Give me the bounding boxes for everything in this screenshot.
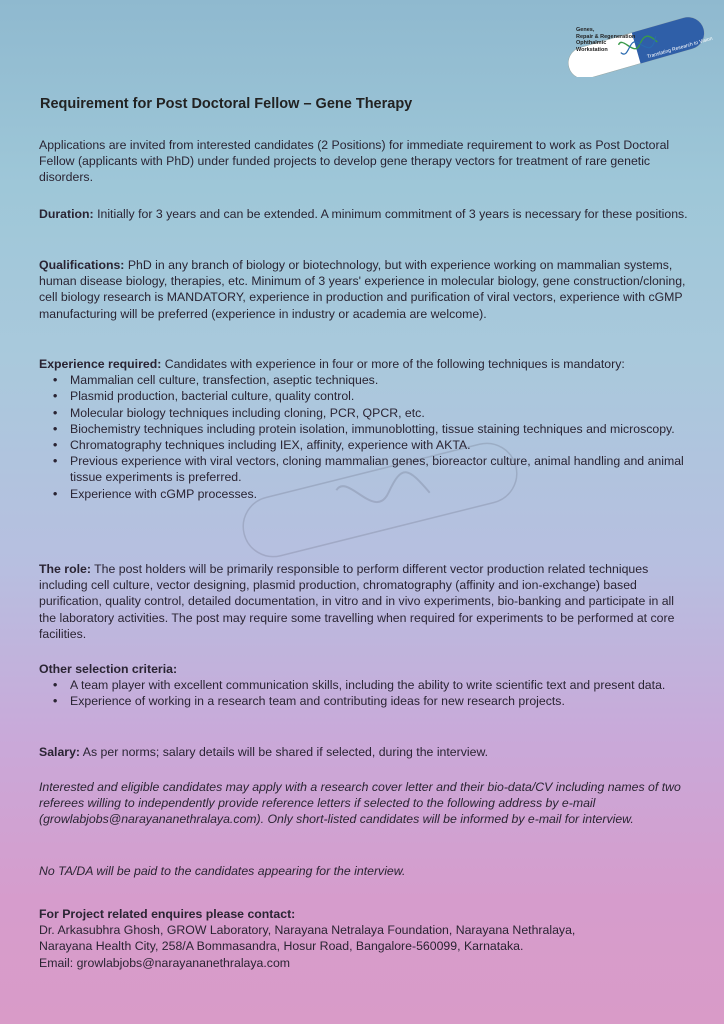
intro-paragraph: Applications are invited from interested candidates (2 Positions) for immediate requirement to work as Post Doctoral Fellow (applicants with PhD) under funded projects to develop gene therapy vectors for treatment of rare genetic disorders. <box>39 138 670 185</box>
role-section <box>39 561 689 642</box>
salary-text: As per norms; salary details will be shared if selected, during the interview. <box>80 745 489 759</box>
list-item: • Biochemistry techniques including protein isolation, immunoblotting, tissue staining techniques and microscopy. <box>39 421 689 437</box>
qualifications-section <box>39 257 689 322</box>
salary-label: Salary: <box>39 745 81 759</box>
contact-heading: For Project related enquires please contact: <box>39 907 296 921</box>
application-instructions: Interested and eligible candidates may apply with a research cover letter and their bio-data/CV including names of two referees willing to independently provide reference letters if selected to the following address by e-mail (growlabjobs@narayananethralaya.com). Only short-listed candidates will be informed by e-mail for interview. <box>39 780 681 827</box>
qualifications-text: PhD in any branch of biology or biotechnology, but with experience working on mammalian systems, human disease biology, therapies, etc. Minimum of 3 years' experience in molecular biology, gene construction/cloning, cell biology research is MANDATORY, experience in production and purification of viral vectors, experience with cGMP manufacturing will be preferred (experience in industry or academia are welcome). <box>39 258 686 321</box>
list-item: • Molecular biology techniques including cloning, PCR, QPCR, etc. <box>39 405 689 421</box>
contact-line: Narayana Health City, 258/A Bommasandra, Hosur Road, Bangalore-560099, Karnataka. <box>39 939 524 954</box>
list-item: • Chromatography techniques including IEX, affinity, experience with AKTA. <box>39 437 689 453</box>
salary-section <box>39 744 689 760</box>
other-criteria-label: Other selection criteria: <box>39 662 178 676</box>
experience-section <box>39 356 689 502</box>
list-item: • Plasmid production, bacterial culture, quality control. <box>39 388 689 404</box>
list-item: • A team player with excellent communication skills, including the ability to write scientific text and present data. <box>39 677 689 693</box>
qualifications-label: Qualifications: <box>39 258 125 272</box>
duration-label: Duration: <box>39 207 94 221</box>
duration-section <box>39 206 689 222</box>
list-item: • Experience of working in a research team and contributing ideas for new research projects. <box>39 693 689 709</box>
workstation-logo <box>560 17 720 77</box>
duration-text: Initially for 3 years and can be extended. A minimum commitment of 3 years is necessary for these positions. <box>93 207 688 221</box>
contact-line: Dr. Arkasubhra Ghosh, GROW Laboratory, Narayana Netralaya Foundation, Narayana Nethralaya, <box>39 923 576 938</box>
list-item: • Previous experience with viral vectors, cloning mammalian genes, bioreactor culture, animal handling and animal tissue experiments is preferred. <box>39 453 689 485</box>
other-criteria-section <box>39 661 689 710</box>
role-label: The role: <box>39 562 91 576</box>
experience-label: Experience required: <box>39 357 162 371</box>
logo-tagline: Translating Research to Vision <box>646 35 714 61</box>
ta-da-note: No TA/DA will be paid to the candidates appearing for the interview. <box>39 864 406 878</box>
contact-section <box>39 906 689 971</box>
list-item: • Mammalian cell culture, transfection, aseptic techniques. <box>39 372 689 388</box>
contact-email: Email: growlabjobs@narayananethralaya.com <box>39 955 291 970</box>
experience-text: Candidates with experience in four or more of the following techniques is mandatory: <box>161 357 625 371</box>
other-criteria-list <box>39 677 689 709</box>
logo-text: Genes, Repair & Regeneration Ophthalmic Workstation <box>576 27 636 53</box>
role-text: The post holders will be primarily responsible to perform different vector production related techniques including cell culture, vector designing, plasmid production, chromatography (affinity and ion-exchange) based purification, quality control, detailed documentation, in vitro and in vivo experiments, bio-banking and participate in all the laboratory activities. The post may require some travelling when required for experiments to be performed at core facilities. <box>39 562 675 641</box>
page-title: Requirement for Post Doctoral Fellow – Gene Therapy <box>40 96 413 112</box>
experience-list <box>39 372 689 502</box>
list-item: • Experience with cGMP processes. <box>39 486 689 502</box>
